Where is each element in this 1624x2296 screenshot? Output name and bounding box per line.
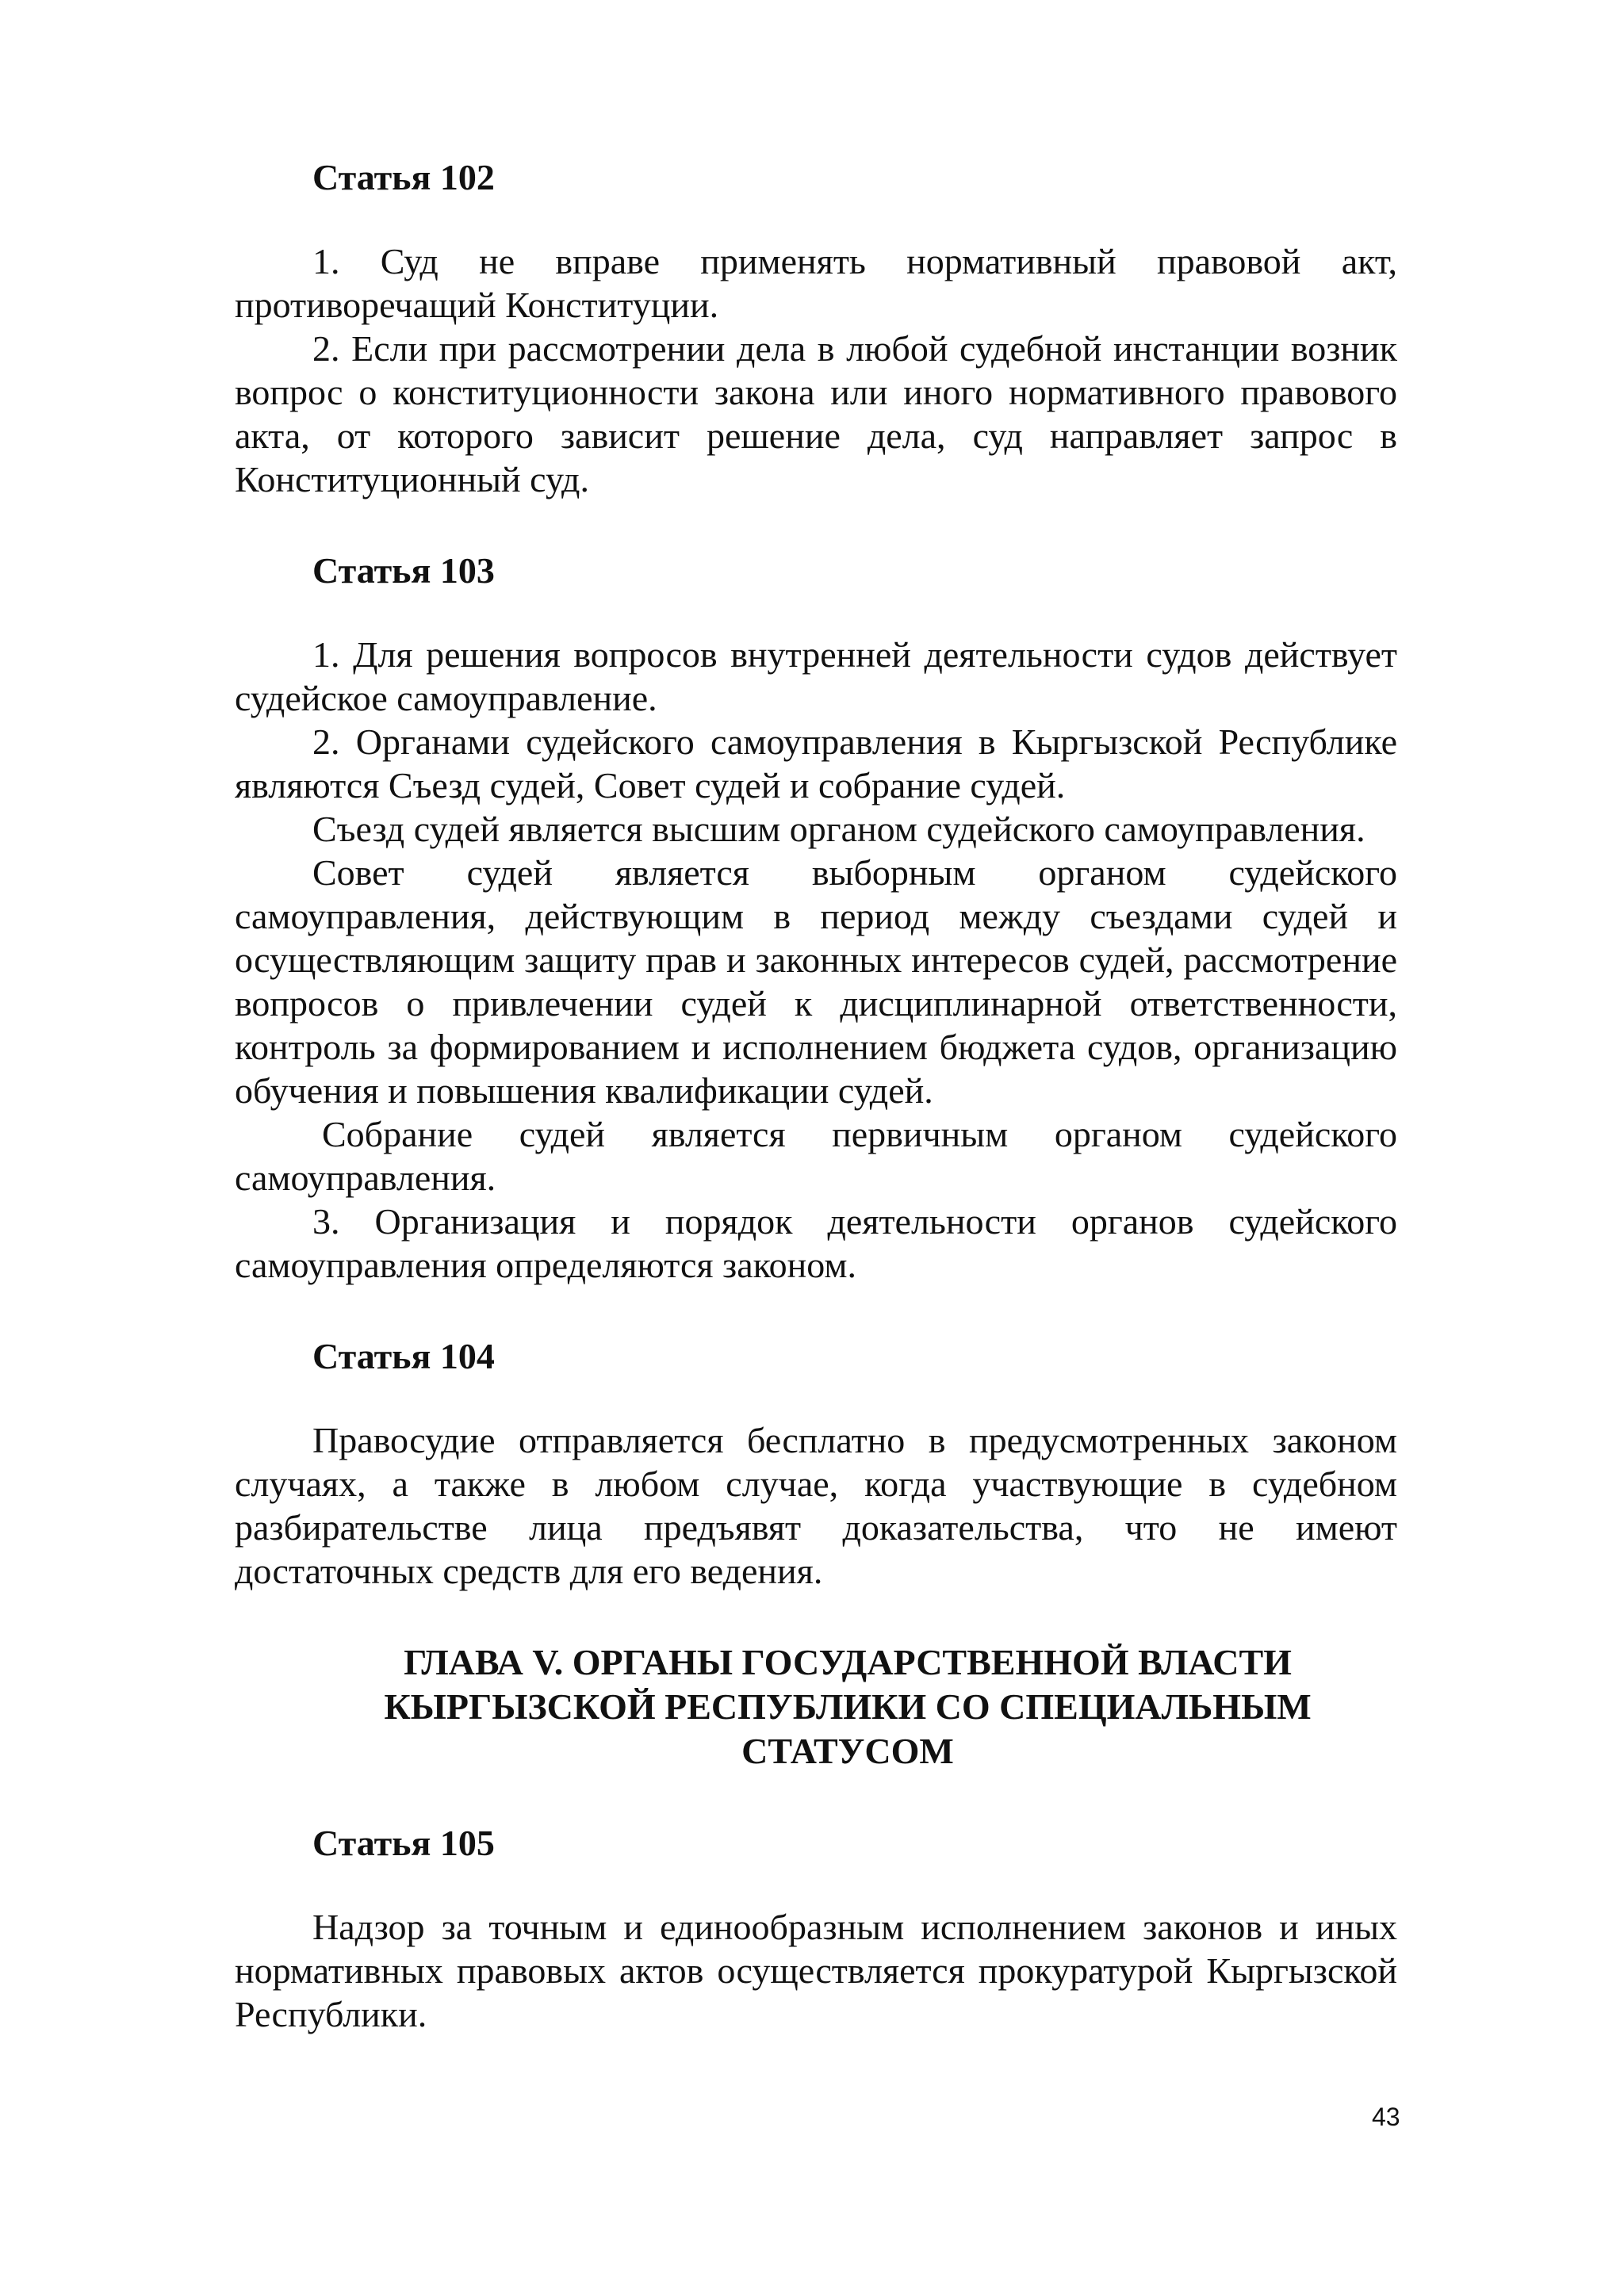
article-paragraph: Собрание судей является первичным органом судейского самоуправления. bbox=[235, 1114, 1397, 1198]
article-title: Статья 103 bbox=[312, 550, 495, 591]
article-paragraph: 3. Организация и порядок деятельности органов судейского самоуправления определяются законом. bbox=[235, 1201, 1397, 1285]
chapter-title bbox=[235, 1640, 1397, 1774]
article-paragraph: Съезд судей является высшим органом судейского самоуправления. bbox=[312, 809, 1365, 849]
article-paragraph: Совет судей является выборным органом судейского самоуправления, действующим в период между съездами судей и осуществляющим защиту прав и законных интересов судей, рассмотрение вопросов о привлечении судей к дисциплинарной ответственности, контроль за формированием и исполнением бюджета судов, организацию обучения и повышения квалификации судей. bbox=[235, 852, 1397, 1111]
chapter-title-line: КЫРГЫЗСКОЙ РЕСПУБЛИКИ СО СПЕЦИАЛЬНЫМ bbox=[384, 1686, 1312, 1727]
article-title: Статья 105 bbox=[312, 1823, 495, 1863]
article-title: Статья 104 bbox=[312, 1336, 495, 1376]
article-paragraph: Надзор за точным и единообразным исполнением законов и иных нормативных правовых актов осуществляется прокуратурой Кыргызской Республики. bbox=[235, 1907, 1397, 2034]
article-paragraph: 1. Суд не вправе применять нормативный правовой акт, противоречащий Конституции. bbox=[235, 241, 1397, 325]
document-page bbox=[235, 155, 1397, 2084]
article-title: Статья 102 bbox=[312, 157, 495, 197]
article-104 bbox=[235, 1334, 1397, 1593]
article-paragraph: Правосудие отправляется бесплатно в предусмотренных законом случаях, а также в любом случае, когда участвующие в судебном разбирательстве лица предъявят доказательства, что не имеют достаточных средств для его ведения. bbox=[235, 1420, 1397, 1591]
page-number: 43 bbox=[1372, 2103, 1400, 2131]
article-paragraph: 2. Если при рассмотрении дела в любой судебной инстанции возник вопрос о конституционности закона или иного нормативного правового акта, от которого зависит решение дела, суд направляет запрос в Конституционный суд. bbox=[235, 328, 1397, 499]
article-102 bbox=[235, 155, 1397, 501]
article-105 bbox=[235, 1821, 1397, 2036]
chapter-title-line: ГЛАВА V. ОРГАНЫ ГОСУДАРСТВЕННОЙ ВЛАСТИ bbox=[404, 1642, 1292, 1682]
chapter-title-line: СТАТУСОМ bbox=[741, 1731, 954, 1771]
article-paragraph: 2. Органами судейского самоуправления в Кыргызской Республике являются Съезд судей, Совет судей и собрание судей. bbox=[235, 721, 1397, 806]
article-paragraph: 1. Для решения вопросов внутренней деятельности судов действует судейское самоуправление. bbox=[235, 634, 1397, 718]
article-103 bbox=[235, 549, 1397, 1287]
